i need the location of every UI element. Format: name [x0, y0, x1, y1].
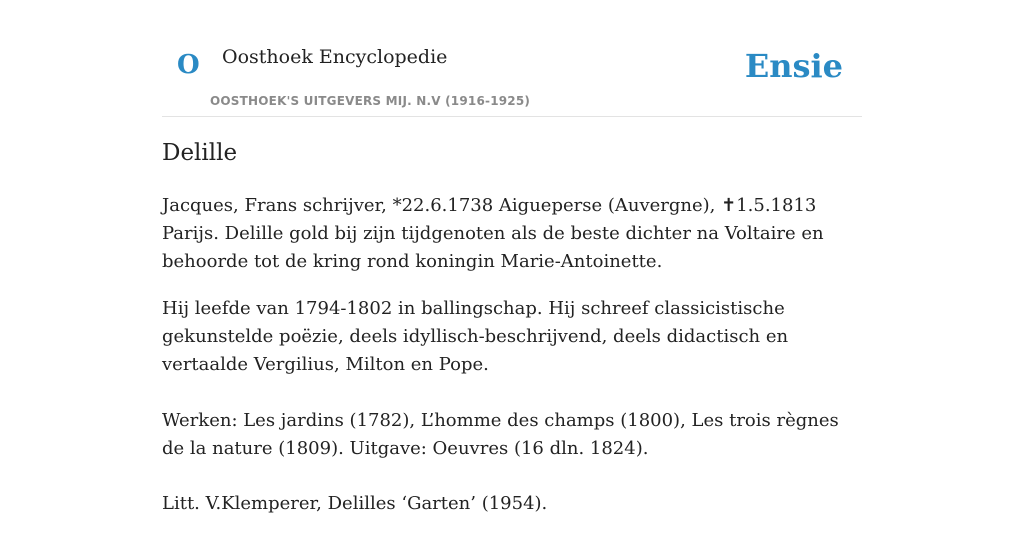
article-body	[162, 192, 862, 537]
site-header	[162, 0, 862, 117]
article-works-paragraph: Werken: Les jardins (1782), L’homme des champs (1800), Les trois règnes de la nature (1809). Uitgave: Oeuvres (16 dln. 1824).	[162, 410, 839, 459]
article-paragraph: Hij leefde van 1794-1802 in ballingschap. Hij schreef classicistische gekunstelde poëzie, deels idyllisch-beschrijvend, deels didactisch en vertaalde Vergilius, Milton en Pope.	[162, 298, 789, 375]
brand-logo-link[interactable]: Ensie	[744, 47, 843, 85]
article-literature-paragraph: Litt. V.Klemperer, Delilles ‘Garten’ (1954).	[162, 493, 548, 514]
article-paragraph: Jacques, Frans schrijver, *22.6.1738 Aigueperse (Auvergne), ✝1.5.1813 Parijs. Delille gold bij zijn tijdgenoten als de beste dichter na Voltaire en behoorde tot de kring rond koningin Marie-Antoinette.	[162, 195, 824, 272]
site-title-link[interactable]: Oosthoek Encyclopedie	[222, 46, 448, 68]
publisher-label: OOSTHOEK'S UITGEVERS MIJ. N.V (1916-1925)	[210, 94, 531, 108]
article-title: Delille	[162, 140, 238, 166]
page-container	[162, 0, 862, 117]
site-logo[interactable]: O	[177, 50, 200, 80]
